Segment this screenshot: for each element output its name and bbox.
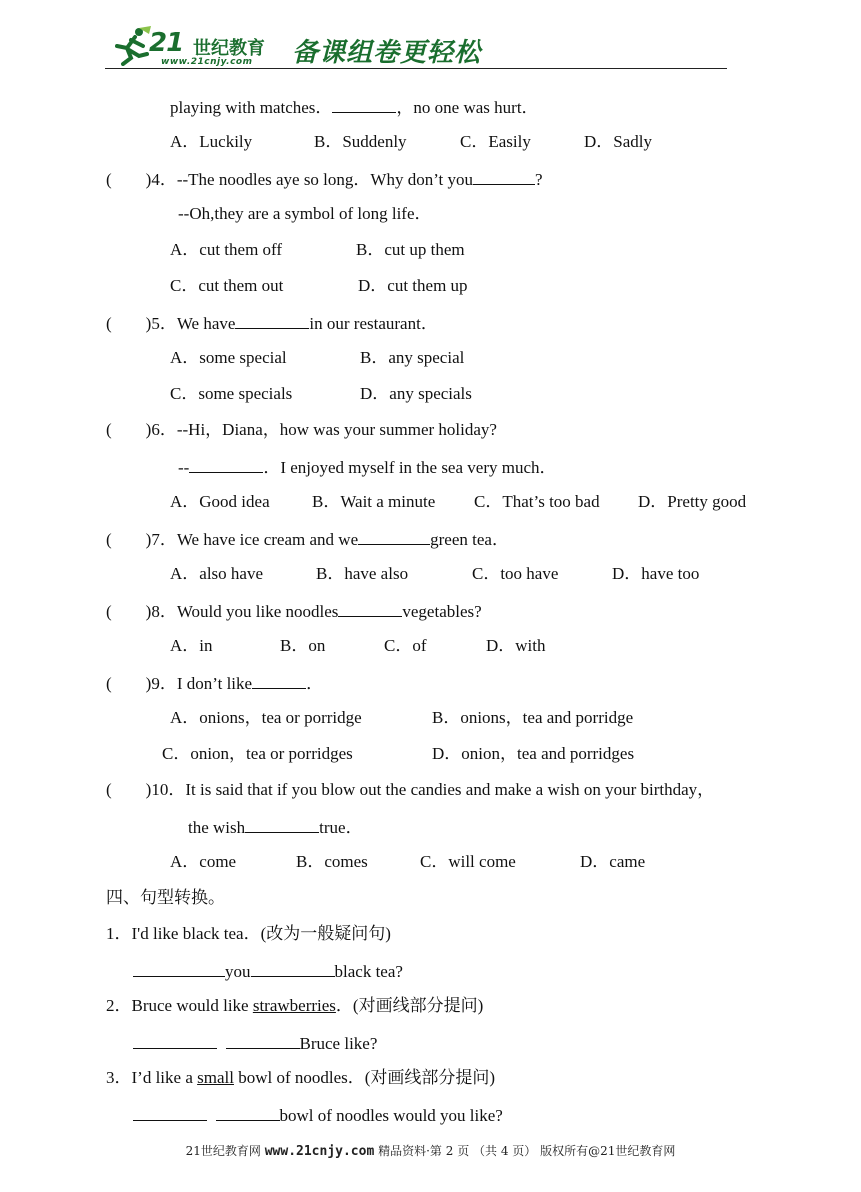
q9-option-c: C．onion，tea or porridges	[162, 744, 353, 763]
q3-option-d: D．Sadly	[584, 132, 652, 151]
header-divider	[105, 68, 727, 69]
runner-logo-icon	[109, 26, 153, 66]
footer-site-link[interactable]: www.21cnjy.com	[264, 1144, 375, 1159]
logo-url: www.21cnjy.com	[161, 57, 253, 67]
q9-option-b: B．onions，tea and porridge	[432, 708, 634, 727]
logo-slogan: 备课组卷更轻松	[292, 38, 482, 68]
q6-option-b: B．Wait a minute	[312, 492, 436, 511]
answer-blank	[358, 528, 430, 545]
section-4-title: 四、句型转换。	[106, 888, 225, 907]
logo-text: 世纪教育	[193, 38, 265, 59]
transform-2: 2．Bruce would like strawberries．(对画线部分提问)	[106, 996, 484, 1015]
question-7: ( )7．We have ice cream and we green tea．	[106, 530, 509, 549]
q7-option-d: D．have too	[612, 564, 700, 583]
q3-option-b: B．Suddenly	[314, 132, 407, 151]
q5-option-c: C．some specials	[170, 384, 293, 403]
q6-option-c: C．That’s too bad	[474, 492, 600, 511]
q4-option-d: D．cut them up	[358, 276, 468, 295]
page-footer: 21世纪教育网 www.21cnjy.com 精品资料·第 2 页 （共 4 页） 版权所有@21世纪教育网	[185, 1144, 676, 1159]
q10-option-d: D．came	[580, 852, 646, 871]
q3-option-c: C．Easily	[460, 132, 531, 151]
q8-option-a: A．in	[170, 636, 213, 655]
answer-blank	[252, 672, 306, 689]
question-10: ( )10．It is said that if you blow out the candies and make a wish on your birthday，	[106, 780, 715, 799]
q4-option-c: C．cut them out	[170, 276, 284, 295]
q6-option-a: A．Good idea	[170, 492, 270, 511]
transform-1-answer: you black tea?	[133, 960, 403, 982]
answer-blank	[235, 312, 309, 329]
q5-option-a: A．some special	[170, 348, 287, 367]
answer-blank	[216, 1104, 280, 1121]
transform-1: 1．I'd like black tea．(改为一般疑问句)	[106, 924, 391, 943]
q10-option-c: C．will come	[420, 852, 516, 871]
answer-blank	[226, 1032, 300, 1049]
answer-blank	[133, 1104, 207, 1121]
page-header	[105, 24, 727, 70]
question-5: ( )5．We have in our restaurant．	[106, 314, 438, 333]
transform-2-answer: Bruce like?	[133, 1032, 377, 1054]
q8-option-d: D．with	[486, 636, 546, 655]
q10-option-a: A．come	[170, 852, 237, 871]
answer-blank	[251, 960, 335, 977]
q5-option-d: D．any specials	[360, 384, 472, 403]
answer-blank	[338, 600, 402, 617]
logo-number: 21	[149, 28, 184, 58]
q9-option-a: A．onions，tea or porridge	[170, 708, 362, 727]
q9-option-d: D．onion，tea and porridges	[432, 744, 635, 763]
answer-blank	[189, 456, 263, 473]
q5-option-b: B．any special	[360, 348, 465, 367]
q4-option-b: B．cut up them	[356, 240, 465, 259]
question-4: ( )4．--The noodles aye so long．Why don’t you ?	[106, 170, 543, 189]
answer-blank	[133, 960, 225, 977]
question-6-line2: -- ．I enjoyed myself in the sea very much．	[178, 458, 557, 477]
question-8: ( )8．Would you like noodles vegetables?	[106, 602, 482, 621]
question-10-line2: the wish true．	[188, 818, 363, 837]
transform-3-answer: bowl of noodles would you like?	[133, 1104, 503, 1126]
q10-option-b: B．comes	[296, 852, 368, 871]
q8-option-c: C．of	[384, 636, 427, 655]
question-9: ( )9．I don’t like ．	[106, 674, 324, 693]
q3-option-a: A．Luckily	[170, 132, 253, 151]
question-4-line2: --Oh,they are a symbol of long life．	[178, 204, 432, 223]
answer-blank	[133, 1032, 217, 1049]
answer-blank	[245, 816, 319, 833]
answer-blank	[332, 96, 396, 113]
q7-option-c: C．too have	[472, 564, 559, 583]
q8-option-b: B．on	[280, 636, 326, 655]
q7-option-b: B．have also	[316, 564, 409, 583]
q6-option-d: D．Pretty good	[638, 492, 747, 511]
question-3-continuation: playing with matches． ，no one was hurt．	[170, 98, 539, 117]
q4-option-a: A．cut them off	[170, 240, 283, 259]
answer-blank	[473, 168, 535, 185]
question-6: ( )6．--Hi，Diana，how was your summer holiday?	[106, 420, 497, 439]
q7-option-a: A．also have	[170, 564, 264, 583]
transform-3: 3．I’d like a small bowl of noodles．(对画线部分提问)	[106, 1068, 496, 1087]
